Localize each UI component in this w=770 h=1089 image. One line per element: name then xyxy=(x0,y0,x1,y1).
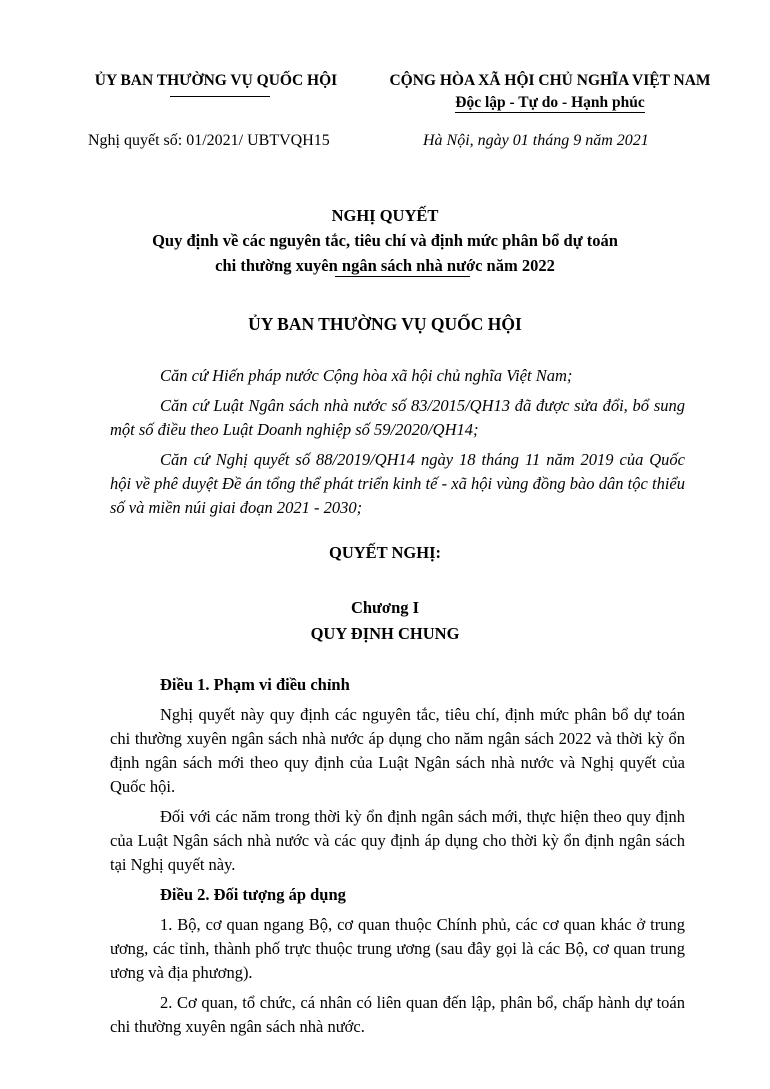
document-type: NGHỊ QUYẾT xyxy=(331,206,439,225)
title-line-2: chi thường xuyên ngân sách nhà nước năm 2022 xyxy=(215,256,555,275)
legal-basis xyxy=(110,364,685,526)
title-underline xyxy=(335,276,470,277)
chapter-heading xyxy=(85,595,685,647)
basis-paragraph: Căn cứ Hiến pháp nước Cộng hòa xã hội chủ nghĩa Việt Nam; xyxy=(160,366,573,385)
national-heading xyxy=(380,70,720,114)
articles-body xyxy=(110,673,685,1045)
motto-text: Độc lập - Tự do - Hạnh phúc xyxy=(455,94,645,111)
country-name: CỘNG HÒA XÃ HỘI CHỦ NGHĨA VIỆT NAM xyxy=(389,72,711,89)
chapter-number: Chương I xyxy=(350,598,420,617)
title-line-1: Quy định về các nguyên tắc, tiêu chí và định mức phân bổ dự toán xyxy=(152,231,618,250)
national-motto xyxy=(380,92,720,114)
article-paragraph: Nghị quyết này quy định các nguyên tắc, tiêu chí, định mức phân bổ dự toán chi thường xuyên ngân sách nhà nước áp dụng cho năm ngân sách 2022 và thời kỳ ổn định ngân sách mới theo quy định của Luật Ngân sách nhà nước và Nghị quyết của Quốc hội. xyxy=(110,705,685,796)
issuer-underline xyxy=(170,96,270,97)
article-heading: Điều 1. Phạm vi điều chỉnh xyxy=(160,675,350,694)
article-paragraph: Đối với các năm trong thời kỳ ổn định ngân sách mới, thực hiện theo quy định của Luật Ngân sách nhà nước và các quy định áp dụng cho thời kỳ ổn định ngân sách tại Nghị quyết này. xyxy=(110,807,685,874)
document-title xyxy=(85,203,685,278)
chapter-title: QUY ĐỊNH CHUNG xyxy=(310,624,460,643)
resolution-number: Nghị quyết số: 01/2021/ UBTVQH15 xyxy=(88,132,330,149)
article-paragraph: 1. Bộ, cơ quan ngang Bộ, cơ quan thuộc Chính phủ, các cơ quan khác ở trung ương, các tỉnh, thành phố trực thuộc trung ương (sau đây gọi là các Bộ, cơ quan trung ương và địa phương). xyxy=(110,915,685,982)
article-heading: Điều 2. Đối tượng áp dụng xyxy=(160,885,346,904)
place-date: Hà Nội, ngày 01 tháng 9 năm 2021 xyxy=(423,132,649,149)
basis-paragraph: Căn cứ Luật Ngân sách nhà nước số 83/2015/QH13 đã được sửa đổi, bổ sung một số điều theo Luật Doanh nghiệp số 59/2020/QH14; xyxy=(110,396,685,439)
decision-heading: QUYẾT NGHỊ: xyxy=(328,543,441,562)
issuer-name: ỦY BAN THƯỜNG VỤ QUỐC HỘI xyxy=(94,72,338,89)
committee-heading: ỦY BAN THƯỜNG VỤ QUỐC HỘI xyxy=(248,314,522,334)
article-paragraph: 2. Cơ quan, tổ chức, cá nhân có liên quan đến lập, phân bổ, chấp hành dự toán chi thường xuyên ngân sách nhà nước. xyxy=(110,993,685,1036)
basis-paragraph: Căn cứ Nghị quyết số 88/2019/QH14 ngày 18 tháng 11 năm 2019 của Quốc hội về phê duyệt Đề án tổng thể phát triển kinh tế - xã hội vùng đồng bào dân tộc thiểu số và miền núi giai đoạn 2021 - 2030; xyxy=(110,450,685,517)
